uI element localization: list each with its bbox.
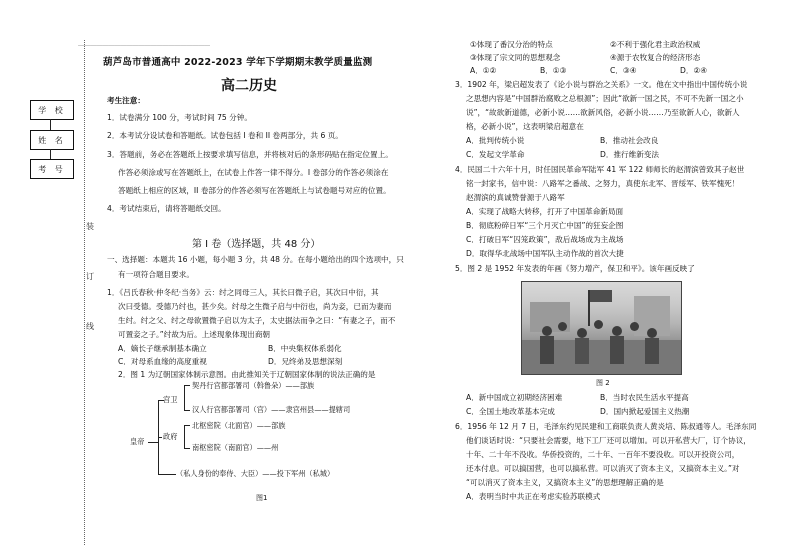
diagram-connector (158, 474, 176, 475)
q1-stem: 1．《吕氏春秋·仲冬纪·当务》云：纣之同母三人，其长曰微子启，其次曰中衍，其 (107, 288, 379, 297)
q6-stem: 他们谈话时说：“只要社会需要，地下工厂还可以增加。可以开私营大厂，订个协议， (466, 436, 751, 445)
q3-stem: 之思想内容是“中国群治腐败之总根源”；因此“欲新一国之民，不可不先新一国之小 (466, 94, 744, 103)
diagram-gov-item: 北枢密院（北面官）——部族 (192, 421, 286, 430)
margin-char-ding: 订 (86, 272, 94, 281)
q6-stem: 还本付息。可以搞国营，也可以搞私营。可以消灭了资本主义，又搞资本主义。”对 (466, 464, 740, 473)
exam-number-label: 考 号 (30, 159, 74, 179)
notice-item: 作答必须涂或写在答题纸上，在试卷上作答一律不得分。I 卷部分的作答必须涂在 (118, 168, 389, 177)
q3-stem: 3．1902 年，梁启超发表了《论小说与群治之关系》一文。他在文中指出中国传统小说 (455, 80, 748, 89)
diagram-bracket (184, 385, 185, 411)
diagram-bracket (184, 425, 185, 449)
diagram-gov: 政府 (163, 432, 178, 441)
figure1-caption: 图1 (256, 494, 268, 502)
q1-option-b: B．中央集权体系弱化 (268, 344, 342, 353)
q4-stem: 铭一封家书，信中说：八路军之番战、之努力，真使东北军、晋绥军、铁军愧死！ (466, 179, 740, 188)
q5-stem: 5．图 2 是 1952 年发表的年画《努力增产，保卫和平》。该年画反映了 (455, 264, 695, 273)
notice-item: 1．试卷满分 100 分，考试时间 75 分钟。 (107, 113, 252, 122)
binding-dots-text: ………………………………………………………… (78, 41, 210, 48)
notice-heading: 考生注意： (107, 96, 145, 105)
q4-stem: 赵渭滨的真诚赞誉源于八路军 (466, 193, 565, 202)
diagram-root: 皇帝 (130, 437, 145, 446)
q3-stem: 说”，“故欲新道德，必新小说……欲新风俗，必新小说……乃至欲新人心，欲新人 (466, 108, 740, 117)
q1-stem: 生纣。纣之父、纣之母欲置微子启以为太子，太史据法而争之曰：“有妻之子，而不 (118, 316, 396, 325)
new-year-painting-image (521, 281, 682, 375)
q4-stem: 4．民国二十六年十月，时任国民革命军陆军 41 军 122 师师长的赵渭滨曾致其子赵世 (455, 165, 745, 174)
box-connector (50, 149, 51, 159)
box-connector (50, 119, 51, 130)
q3-option-a: A．批判传统小说 (466, 136, 525, 145)
q6-stem: “可以消灭了资本主义，又搞资本主义”的思想理解正确的是 (466, 478, 664, 487)
notice-item: 4．考试结束后，请将答题纸交回。 (107, 204, 226, 213)
q2-option-1: ①体现了番汉分治的特点 (470, 40, 553, 49)
q4-option-d: D．取得华北战场中国军队主动作战的首次大捷 (466, 249, 624, 258)
q2-choice-b: B．①③ (540, 66, 567, 75)
q2-choice-a: A．①② (470, 66, 497, 75)
notice-item: 2．本考试分设试卷和答题纸。试卷包括 I 卷和 II 卷两部分，共 6 页。 (107, 131, 343, 140)
notice-item: 答题纸上相应的区域，II 卷部分的作答必须写在答题纸上与试卷题号对应的位置。 (118, 186, 391, 195)
section-title: 第 I 卷（选择题，共 48 分） (192, 239, 321, 250)
diagram-connector (158, 437, 162, 438)
q5-option-b: B．当时农民生活水平提高 (600, 393, 689, 402)
q1-stem: 可置妾之子。”纣故为后。上述现象体现出商朝 (118, 330, 271, 339)
q4-option-a: A．实现了战略大转移，打开了中国革命新局面 (466, 207, 624, 216)
q3-stem: 格，必新小说”，这表明梁启超意在 (466, 122, 584, 131)
q2-choice-d: D．②④ (680, 66, 708, 75)
margin-char-zhuang: 装 (86, 222, 94, 231)
q4-option-b: B．彻底粉碎日军“三个月灭亡中国”的狂妄企图 (466, 221, 624, 230)
q6-option-a: A．表明当时中共正在考虑实验苏联模式 (466, 492, 601, 501)
figure2-caption: 图 2 (596, 379, 610, 387)
diagram-bottom: （私人身份的奉侍、大臣）——投下军州（私城） (176, 469, 335, 478)
diagram-connector (184, 425, 190, 426)
q5-option-c: C．全国土地改革基本完成 (466, 407, 555, 416)
diagram-connector (184, 410, 190, 411)
part1-intro: 有一项符合题目要求。 (118, 270, 194, 279)
q2-option-4: ④源于农牧复合的经济形态 (610, 53, 701, 62)
q5-option-a: A．新中国成立初期经济困难 (466, 393, 563, 402)
diagram-connector (184, 448, 190, 449)
q5-option-d: D．国内掀起爱国主义热潮 (600, 407, 690, 416)
notice-item: 3．答题前，务必在答题纸上按要求填写信息，并将核对后的条形码贴在指定位置上。 (107, 150, 393, 159)
diagram-palace-item: 契丹行宫都部署司（斡鲁朵）——部族 (192, 381, 315, 390)
q2-option-3: ③体现了宗文同的思想观念 (470, 53, 561, 62)
subject-title: 高二历史 (221, 78, 277, 94)
q3-option-c: C．发起文学革命 (466, 150, 525, 159)
q3-option-b: B．推动社会改良 (600, 136, 659, 145)
q6-stem: 6．1956 年 12 月 7 日，毛泽东约见民建和工商联负责人黄炎培、陈叔通等人。毛泽东同 (455, 422, 757, 431)
diagram-palace-item: 汉人行宫都部署司（宫）——隶宫州县——提辖司 (192, 405, 351, 414)
diagram-palace: 宫卫 (163, 395, 178, 404)
diagram-connector (148, 442, 158, 443)
diagram-connector (184, 385, 190, 386)
q4-option-c: C．打破日军“囚笼政策”，敌后战场成为主战场 (466, 235, 624, 244)
q2-choice-c: C．③④ (610, 66, 637, 75)
diagram-gov-item: 南枢密院（南面官）——州 (192, 443, 279, 452)
q1-option-a: A．嫡长子继承制基本确立 (118, 344, 207, 353)
q1-option-c: C．对母系血缘的高度重视 (118, 357, 207, 366)
binding-line (84, 40, 86, 545)
q2-stem: 2．图 1 为辽朝国家体制示意图。由此推知关于辽朝国家体制的说法正确的是 (118, 370, 376, 379)
name-label: 姓 名 (30, 130, 74, 150)
school-label: 学 校 (30, 100, 74, 120)
q2-option-2: ②不利于强化君主政治权威 (610, 40, 701, 49)
q6-stem: 十年、二十年不没收。华侨投资的，二十年、一百年不要没收。可以开投资公司， (466, 450, 740, 459)
part1-intro: 一、选择题：本题共 16 小题，每小题 3 分，共 48 分。在每小题给出的四个选项中，只 (107, 255, 404, 264)
q3-option-d: D．推行维新变法 (600, 150, 660, 159)
exam-title: 葫芦岛市普通高中 2022-2023 学年下学期期末教学质量监测 (103, 57, 373, 68)
q1-stem: 次曰受德。受德乃纣也，甚少矣。纣母之生微子启与中衍也，尚为妾，已而为妻而 (118, 302, 392, 311)
q1-option-d: D．兄终弟及思想深刻 (268, 357, 343, 366)
margin-char-xian: 线 (86, 322, 94, 331)
